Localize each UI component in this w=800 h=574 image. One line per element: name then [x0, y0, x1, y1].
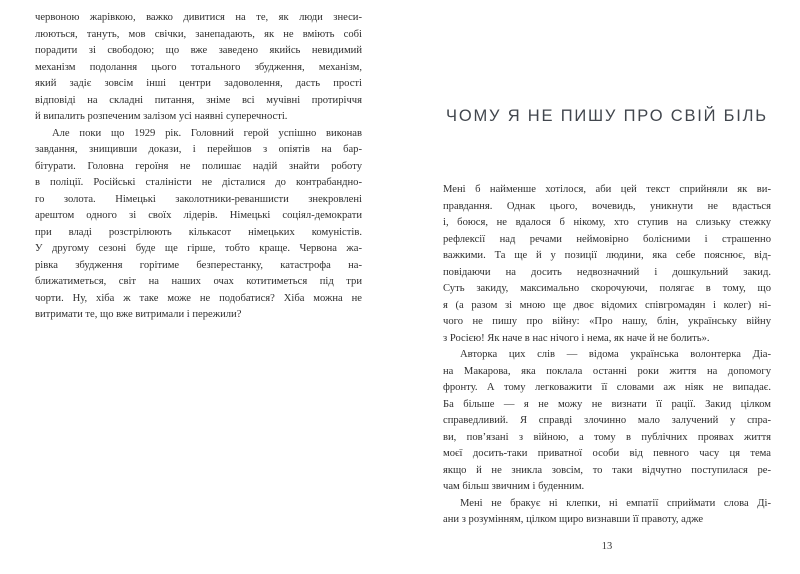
page-number: 13: [601, 541, 613, 552]
text-line: справедливий. Я справді злочинно мало залучений у спра-: [443, 415, 771, 426]
text-line: з Росією! Як наче в нас нічого і нема, як наче й не болить».: [443, 332, 710, 344]
text-line: У другому сезоні буде ще гірше, тобто краще. Червона жа-: [35, 243, 362, 254]
text-line: завдання, знищивши докази, і перейшов з опіятів на бар-: [35, 144, 362, 155]
text-line: моєї досить-таки приватної особи від певного часу ця тема: [443, 448, 771, 459]
paragraph: [443, 182, 771, 347]
text-line: ани з розумінням, цілком щиро визнавши її правоту, адже: [443, 514, 704, 525]
text-line: ви, пов’язані з війною, а тому в публічних проявах життя: [443, 431, 771, 443]
chapter-title: ЧОМУ Я НЕ ПИШУ ПРО СВІЙ БІЛЬ: [446, 107, 768, 125]
left-page-text-column: [35, 10, 362, 324]
paragraph: [443, 347, 771, 496]
text-line: ближатиметься, світ на наших очах котитиметься під три: [35, 276, 362, 287]
text-line: чорти. Ну, хіба ж таке може не подобатися? Хіба можна не: [35, 292, 362, 304]
text-line: Але поки що 1929 рік. Головний герой успішно виконав: [52, 127, 362, 139]
text-line: Мені не бракує ні клепки, ні емпатії сприймати слова Ді-: [460, 497, 771, 509]
text-line: Ба більше — я не можу не визнати її рації. Закид цілком: [443, 398, 771, 410]
text-line: якщо й не зникла зовсім, то таки відчутно поступилася ре-: [443, 464, 771, 476]
text-line: чого не пишу про війну: «Про нашу, блін, українську війну: [443, 316, 771, 327]
text-line: механізм подолання цього тотального збудження, механізм,: [35, 61, 362, 73]
text-line: порадити зі свободою; що вже заведено якийсь невидимий: [35, 45, 362, 56]
text-line: відповіді на складні питання, зніме всі мучівні протиріччя: [35, 94, 362, 106]
text-line: рефлексії над речами неймовірно болісними і страшенно: [443, 233, 771, 245]
text-line: витримати те, що вже витримали і пережили?: [35, 309, 242, 320]
paragraph: [35, 10, 362, 126]
text-line: арештом одного зі своїх лідерів. Німецькі соціял-демократи: [35, 210, 362, 221]
text-line: і, боюся, не вдалося б нікому, хто ступив на слизьку стежку: [443, 217, 771, 228]
text-line: я (а разом зі мною ще двоє відомих співгромадян і колег) ні-: [443, 299, 771, 311]
text-line: який задіє зовсім інші центри задоволення, дасть прості: [35, 78, 362, 89]
text-line: фронту. А тому легковажити її словами аж ніяк не випадає.: [443, 382, 771, 393]
text-line: повідаючи на досить недвозначний і дошкульний закид.: [443, 266, 771, 278]
text-line: чам більш звичним і буденним.: [443, 481, 585, 492]
text-line: люються, тануть, мов свічки, занепадають, як не вміють собі: [35, 28, 362, 40]
text-line: на Макарова, яка поклала останні роки життя на допомогу: [443, 365, 771, 377]
text-line: важкими. Та ще й у позиції людини, яка себе пояснює, від-: [443, 250, 771, 261]
right-page-text-column: [443, 182, 771, 529]
text-line: рівка збудження горітиме безперестанку, катастрофа на-: [35, 259, 362, 271]
text-line: бітурати. Головна героїня не полишає надій знайти роботу: [35, 160, 362, 172]
text-line: й випалить розпеченим залізом усі наявні суперечності.: [35, 111, 288, 122]
text-line: правдання. Однак цього, вочевидь, уникнути не вдасться: [443, 200, 771, 212]
text-line: Авторка цих слів — відома українська волонтерка Діа-: [460, 349, 771, 360]
text-line: при владі розстрілюють кількасот німецьких комуністів.: [35, 226, 362, 238]
paragraph: [35, 126, 362, 324]
text-line: Мені б найменше хотілося, аби цей текст сприйняли як ви-: [443, 184, 771, 195]
paragraph: [443, 496, 771, 529]
text-line: червоною жарівкою, важко дивитися на те, як люди знеси-: [35, 12, 362, 23]
text-line: го золота. Німецькі заколотники-реваншисти знекровлені: [35, 193, 362, 205]
text-line: в поліції. Російські сталіністи не дісталися до контрабандно-: [35, 177, 362, 188]
text-line: Суть закиду, максимально скорочуючи, полягає в тому, що: [443, 283, 771, 294]
